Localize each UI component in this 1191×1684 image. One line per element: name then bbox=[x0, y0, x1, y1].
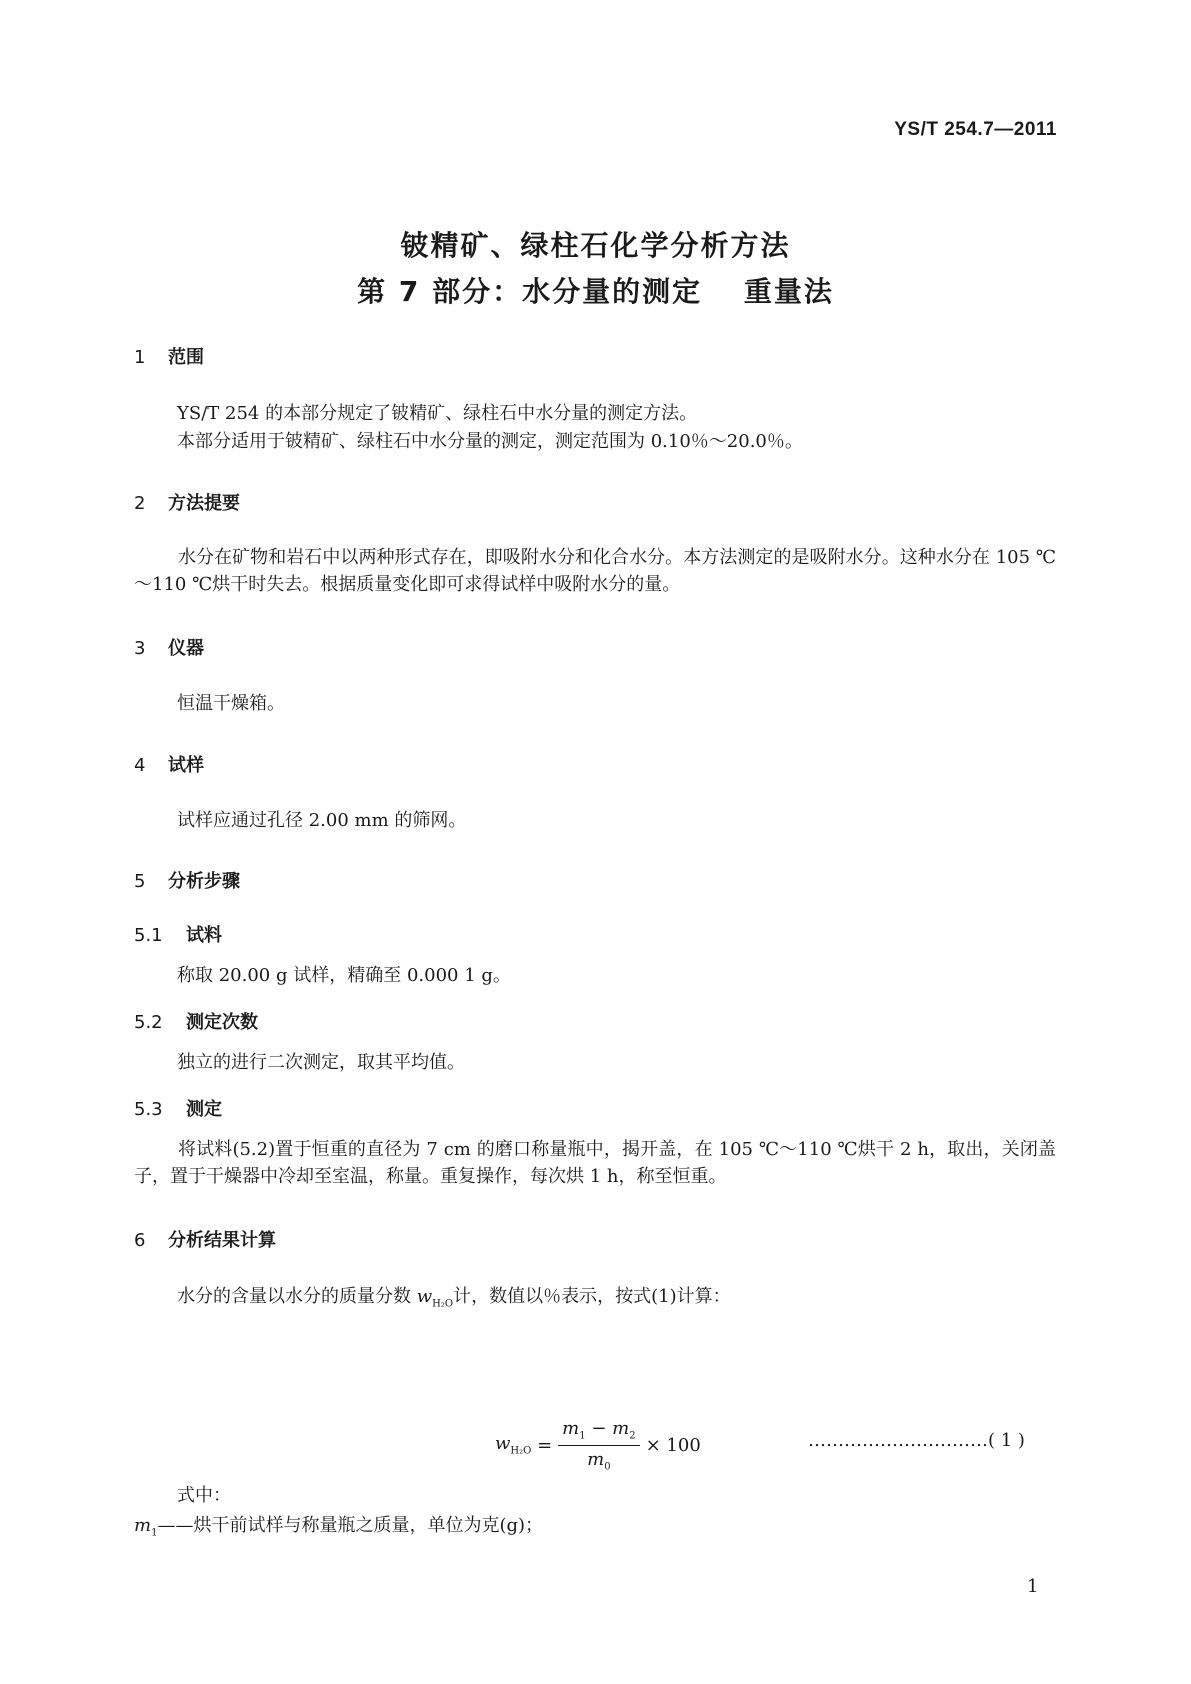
section-title: 试料 bbox=[186, 925, 222, 946]
section-number: 2 bbox=[134, 493, 146, 514]
page-number: 1 bbox=[1027, 1576, 1039, 1597]
paragraph-scope-1: YS/T 254 的本部分规定了铍精矿、绿柱石中水分量的测定方法。 bbox=[177, 403, 698, 424]
paragraph-where: 式中： bbox=[177, 1485, 231, 1506]
section-heading-3 bbox=[134, 634, 204, 660]
section-number: 6 bbox=[134, 1230, 146, 1251]
section-heading-5-3 bbox=[134, 1095, 222, 1121]
m1-description: ——烘干前试样与称量瓶之质量，单位为克(g)； bbox=[157, 1515, 544, 1536]
intro-text-before: 水分的含量以水分的质量分数 bbox=[177, 1286, 417, 1307]
paragraph-sample: 试样应通过孔径 2.00 mm 的筛网。 bbox=[177, 810, 467, 831]
section-heading-2 bbox=[134, 489, 240, 515]
paragraph-calculation-intro bbox=[177, 1283, 731, 1318]
section-title: 范围 bbox=[168, 347, 204, 368]
equals-sign: = bbox=[531, 1434, 553, 1456]
section-heading-1 bbox=[134, 343, 204, 369]
paragraph-m1-definition bbox=[134, 1512, 543, 1547]
formula-fraction bbox=[558, 1418, 639, 1472]
standard-number: YS/T 254.7—2011 bbox=[894, 119, 1057, 140]
document-title-line1: 铍精矿、绿柱石化学分析方法 bbox=[400, 229, 791, 262]
section-heading-5-2 bbox=[134, 1008, 258, 1034]
section-title: 方法提要 bbox=[168, 493, 240, 514]
paragraph-determinations: 独立的进行二次测定，取其平均值。 bbox=[177, 1052, 465, 1073]
section-title: 仪器 bbox=[168, 638, 204, 659]
section-number: 5.1 bbox=[134, 925, 163, 946]
inline-w-subscript: H₂O bbox=[432, 1298, 454, 1310]
section-number: 5.3 bbox=[134, 1099, 163, 1120]
paragraph-test-portion: 称取 20.00 g 试样，精确至 0.000 1 g。 bbox=[177, 965, 511, 986]
equation-number: …………………………( 1 ) bbox=[808, 1430, 1025, 1451]
section-number: 3 bbox=[134, 638, 146, 659]
paragraph-apparatus: 恒温干燥箱。 bbox=[177, 693, 285, 714]
section-number: 5.2 bbox=[134, 1012, 163, 1033]
section-heading-6 bbox=[134, 1226, 276, 1252]
times-100: × 100 bbox=[645, 1434, 701, 1456]
inline-w-symbol: w bbox=[416, 1286, 433, 1307]
fraction-numerator: $m_1 - m_2$ bbox=[558, 1418, 639, 1446]
paragraph-method-summary: 水分在矿物和岩石中以两种形式存在，即吸附水分和化合水分。本方法测定的是吸附水分。这种水分在 105 ℃～110 ℃烘干时失去。根据质量变化即可求得试样中吸附水分的量。 bbox=[134, 547, 1056, 595]
section-title: 分析步骤 bbox=[168, 871, 240, 892]
section-number: 4 bbox=[134, 755, 146, 776]
m1-subscript: 1 bbox=[151, 1527, 158, 1539]
section-heading-5-1 bbox=[134, 921, 222, 947]
document-title-line2: 第 7 部分：水分量的测定 重量法 bbox=[357, 275, 834, 308]
fraction-denominator: $m_0$ bbox=[587, 1448, 611, 1473]
section-title: 试样 bbox=[168, 755, 204, 776]
section-title: 测定次数 bbox=[186, 1012, 258, 1033]
formula-lhs: $w_{H_2O}$ bbox=[495, 1433, 532, 1457]
section-number: 1 bbox=[134, 347, 146, 368]
paragraph-determination-procedure: 将试料(5.2)置于恒重的直径为 7 cm 的磨口称量瓶中，揭开盖，在 105 ℃～110 ℃烘干 2 h，取出，关闭盖子，置于干燥器中冷却至室温，称量。重复操作，每次烘 1 h，称至恒重。 bbox=[134, 1139, 1056, 1187]
section-title: 测定 bbox=[186, 1099, 222, 1120]
m1-symbol: m bbox=[134, 1515, 152, 1536]
section-title: 分析结果计算 bbox=[168, 1230, 276, 1251]
section-number: 5 bbox=[134, 871, 146, 892]
formula-water-content bbox=[495, 1415, 701, 1475]
section-heading-4 bbox=[134, 751, 204, 777]
section-heading-5 bbox=[134, 867, 240, 893]
intro-text-after: 计，数值以％表示，按式(1)计算： bbox=[453, 1286, 731, 1307]
paragraph-scope-2: 本部分适用于铍精矿、绿柱石中水分量的测定，测定范围为 0.10％～20.0％。 bbox=[177, 431, 803, 452]
